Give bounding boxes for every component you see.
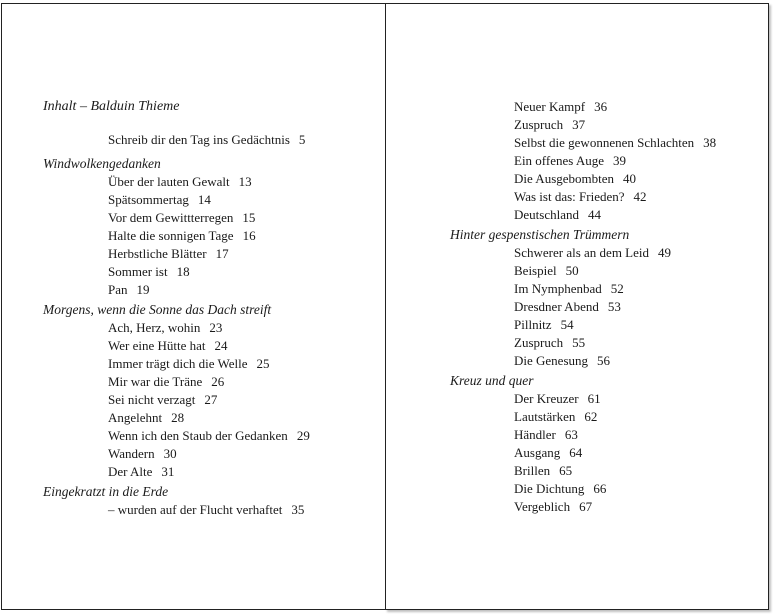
- toc-entry-title: Lautstärken: [514, 409, 576, 424]
- toc-entry-title: Zuspruch: [514, 117, 564, 132]
- toc-entry-title: Pan: [108, 282, 128, 297]
- toc-entry-title: Schreib dir den Tag ins Gedächtnis: [108, 132, 290, 147]
- toc-entry-page: 56: [597, 353, 611, 368]
- toc-entry-page: 50: [565, 263, 579, 278]
- toc-entry-title: Brillen: [514, 463, 551, 478]
- toc-entry-page: 65: [559, 463, 573, 478]
- toc-entry-title: Angelehnt: [108, 410, 163, 425]
- toc-entry: [450, 316, 716, 334]
- toc-entry-title: Vergeblich: [514, 499, 571, 514]
- toc-entry-page: 62: [584, 409, 598, 424]
- toc-entry-title: Wenn ich den Staub der Gedanken: [108, 428, 288, 443]
- toc-entry-title: Wandern: [108, 446, 155, 461]
- toc-entry-title: Beispiel: [514, 263, 557, 278]
- toc-entry-page: 49: [658, 245, 672, 260]
- toc-entry-title: Neuer Kampf: [514, 99, 586, 114]
- toc-entry-page: 17: [215, 246, 229, 261]
- section-heading: Hinter gespenstischen Trümmern: [450, 227, 630, 242]
- section-heading: Morgens, wenn die Sonne das Dach streift: [43, 302, 272, 317]
- toc-entry-page: 14: [197, 192, 211, 207]
- toc-entry-page: 40: [623, 171, 637, 186]
- toc-entry-page: 36: [594, 99, 608, 114]
- toc-entry: [450, 390, 716, 408]
- toc-entry: [43, 463, 310, 481]
- toc-entry: [450, 152, 716, 170]
- toc-entry-page: 15: [242, 210, 256, 225]
- toc-entry-title: Herbstliche Blätter: [108, 246, 207, 261]
- toc-title: Inhalt – Balduin Thieme: [43, 99, 180, 114]
- toc-entry: [43, 227, 310, 245]
- toc-entry-page: 53: [607, 299, 621, 314]
- toc-entry: [450, 262, 716, 280]
- toc-entry-page: 64: [569, 445, 583, 460]
- toc-entry-title: Spätsommertag: [108, 192, 189, 207]
- toc-entry: [450, 480, 716, 498]
- toc-entry: [43, 355, 310, 373]
- toc-entry-page: 54: [560, 317, 574, 332]
- toc-entry-title: Über der lauten Gewalt: [108, 174, 230, 189]
- toc-entry: [43, 445, 310, 463]
- toc-entry-title: Selbst die gewonnenen Schlachten: [514, 135, 695, 150]
- toc-entry-page: 37: [572, 117, 586, 132]
- toc-entry-page: 39: [613, 153, 627, 168]
- toc-entry: [43, 337, 310, 355]
- toc-entry: [43, 501, 310, 519]
- toc-entry-page: 42: [633, 189, 647, 204]
- toc-entry-title: Zuspruch: [514, 335, 564, 350]
- right-toc-list: [450, 98, 716, 516]
- right-page: [385, 3, 769, 610]
- toc-entry-title: Halte die sonnigen Tage: [108, 228, 234, 243]
- toc-entry-page: 5: [298, 132, 306, 147]
- toc-entry-page: 24: [214, 338, 228, 353]
- toc-entry: [43, 131, 310, 149]
- toc-entry: [450, 206, 716, 224]
- toc-entry-title: Die Dichtung: [514, 481, 585, 496]
- toc-entry-title: Ausgang: [514, 445, 561, 460]
- toc-entry-page: 16: [242, 228, 256, 243]
- toc-entry-title: Ach, Herz, wohin: [108, 320, 201, 335]
- toc-entry-page: 18: [176, 264, 190, 279]
- toc-entry-title: Deutschland: [514, 207, 579, 222]
- section-heading: Windwolkengedanken: [43, 156, 161, 171]
- section-heading: Eingekratzt in die Erde: [43, 484, 169, 499]
- toc-entry: [450, 352, 716, 370]
- toc-entry: [450, 444, 716, 462]
- toc-entry: [450, 188, 716, 206]
- toc-entry: [43, 191, 310, 209]
- toc-entry-title: Sei nicht verzagt: [108, 392, 196, 407]
- toc-entry-page: 44: [587, 207, 601, 222]
- toc-entry-title: Mir war die Träne: [108, 374, 203, 389]
- toc-entry: [450, 134, 716, 152]
- toc-entry-page: 38: [703, 135, 717, 150]
- toc-entry-page: 52: [610, 281, 624, 296]
- toc-entry-title: Der Kreuzer: [514, 391, 579, 406]
- toc-entry-page: 35: [291, 502, 305, 517]
- left-page: [1, 3, 386, 610]
- toc-entry-page: 67: [579, 499, 593, 514]
- section-heading: Kreuz und quer: [450, 373, 534, 388]
- toc-entry-page: 61: [587, 391, 601, 406]
- toc-entry-title: Pillnitz: [514, 317, 552, 332]
- toc-entry-title: Was ist das: Frieden?: [514, 189, 625, 204]
- toc-entry-page: 19: [136, 282, 150, 297]
- toc-entry: [450, 244, 716, 262]
- toc-entry-page: 25: [256, 356, 270, 371]
- toc-entry-page: 55: [572, 335, 586, 350]
- toc-entry-page: 27: [204, 392, 218, 407]
- toc-entry: [43, 209, 310, 227]
- toc-entry-page: 28: [171, 410, 185, 425]
- toc-entry-title: Immer trägt dich die Welle: [108, 356, 248, 371]
- toc-entry: [450, 408, 716, 426]
- toc-entry: [43, 245, 310, 263]
- toc-entry: [450, 170, 716, 188]
- toc-entry-page: 63: [564, 427, 578, 442]
- toc-entry-page: 26: [211, 374, 225, 389]
- toc-entry: [43, 391, 310, 409]
- toc-entry: [43, 319, 310, 337]
- toc-entry-title: Wer eine Hütte hat: [108, 338, 206, 353]
- toc-entry: [43, 281, 310, 299]
- toc-entry-title: Der Alte: [108, 464, 153, 479]
- left-toc-list: [43, 131, 310, 519]
- toc-entry-title: Im Nymphenbad: [514, 281, 602, 296]
- toc-entry-title: Schwerer als an dem Leid: [514, 245, 650, 260]
- toc-entry: [450, 116, 716, 134]
- toc-entry-title: Die Genesung: [514, 353, 589, 368]
- toc-entry-page: 66: [593, 481, 607, 496]
- toc-entry: [450, 98, 716, 116]
- toc-entry-page: 23: [209, 320, 223, 335]
- toc-entry: [450, 498, 716, 516]
- toc-entry-title: Ein offenes Auge: [514, 153, 605, 168]
- toc-entry-page: 29: [296, 428, 310, 443]
- toc-entry-title: Die Ausgebombten: [514, 171, 615, 186]
- toc-entry-title: Dresdner Abend: [514, 299, 599, 314]
- toc-entry-title: – wurden auf der Flucht verhaftet: [108, 502, 283, 517]
- toc-entry: [450, 280, 716, 298]
- toc-entry: [43, 409, 310, 427]
- toc-entry: [450, 334, 716, 352]
- toc-entry-page: 31: [161, 464, 175, 479]
- toc-entry-title: Vor dem Gewittterregen: [108, 210, 234, 225]
- toc-entry-page: 30: [163, 446, 177, 461]
- toc-entry: [450, 298, 716, 316]
- toc-entry: [43, 263, 310, 281]
- toc-entry-page: 13: [238, 174, 252, 189]
- toc-entry: [43, 173, 310, 191]
- toc-entry: [43, 427, 310, 445]
- toc-entry: [43, 373, 310, 391]
- toc-entry-title: Händler: [514, 427, 556, 442]
- toc-entry-title: Sommer ist: [108, 264, 168, 279]
- toc-entry: [450, 462, 716, 480]
- toc-entry: [450, 426, 716, 444]
